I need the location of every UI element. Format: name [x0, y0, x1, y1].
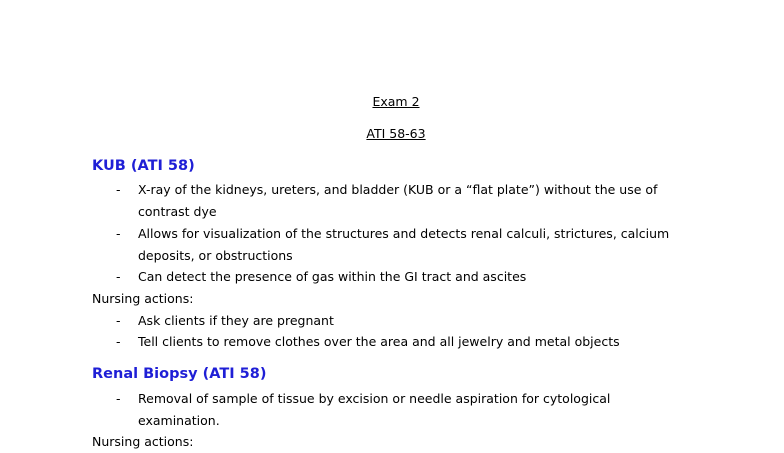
renal-biopsy-bullet-1: Removal of sample of tissue by excision or needle aspiration for cytological examination.: [138, 391, 611, 428]
bullet-marker: -: [116, 226, 121, 241]
bullet-marker: -: [116, 269, 121, 284]
kub-bullet-2: Allows for visualization of the structures and detects renal calculi, strictures, calcium deposits, or obstructions: [138, 226, 670, 263]
kub-bullet-3: Can detect the presence of gas within the GI tract and ascites: [138, 269, 527, 284]
bullet-marker: -: [116, 334, 121, 349]
nursing-actions-label: Nursing actions:: [92, 434, 194, 449]
bullet-marker: -: [116, 182, 121, 197]
nursing-actions-label: Nursing actions:: [92, 291, 194, 306]
kub-bullet-1: X-ray of the kidneys, ureters, and bladder (KUB or a “flat plate”) without the use of contrast dye: [138, 182, 658, 219]
document-subtitle: ATI 58-63: [366, 126, 426, 141]
bullet-marker: -: [116, 391, 121, 406]
document-title: Exam 2: [372, 94, 420, 109]
section-heading-renal-biopsy: Renal Biopsy (ATI 58): [92, 366, 267, 382]
bullet-marker: -: [116, 313, 121, 328]
kub-nursing-bullet-1: Ask clients if they are pregnant: [138, 313, 334, 328]
section-heading-kub: KUB (ATI 58): [92, 158, 195, 174]
kub-nursing-bullet-2: Tell clients to remove clothes over the area and all jewelry and metal objects: [138, 334, 620, 349]
